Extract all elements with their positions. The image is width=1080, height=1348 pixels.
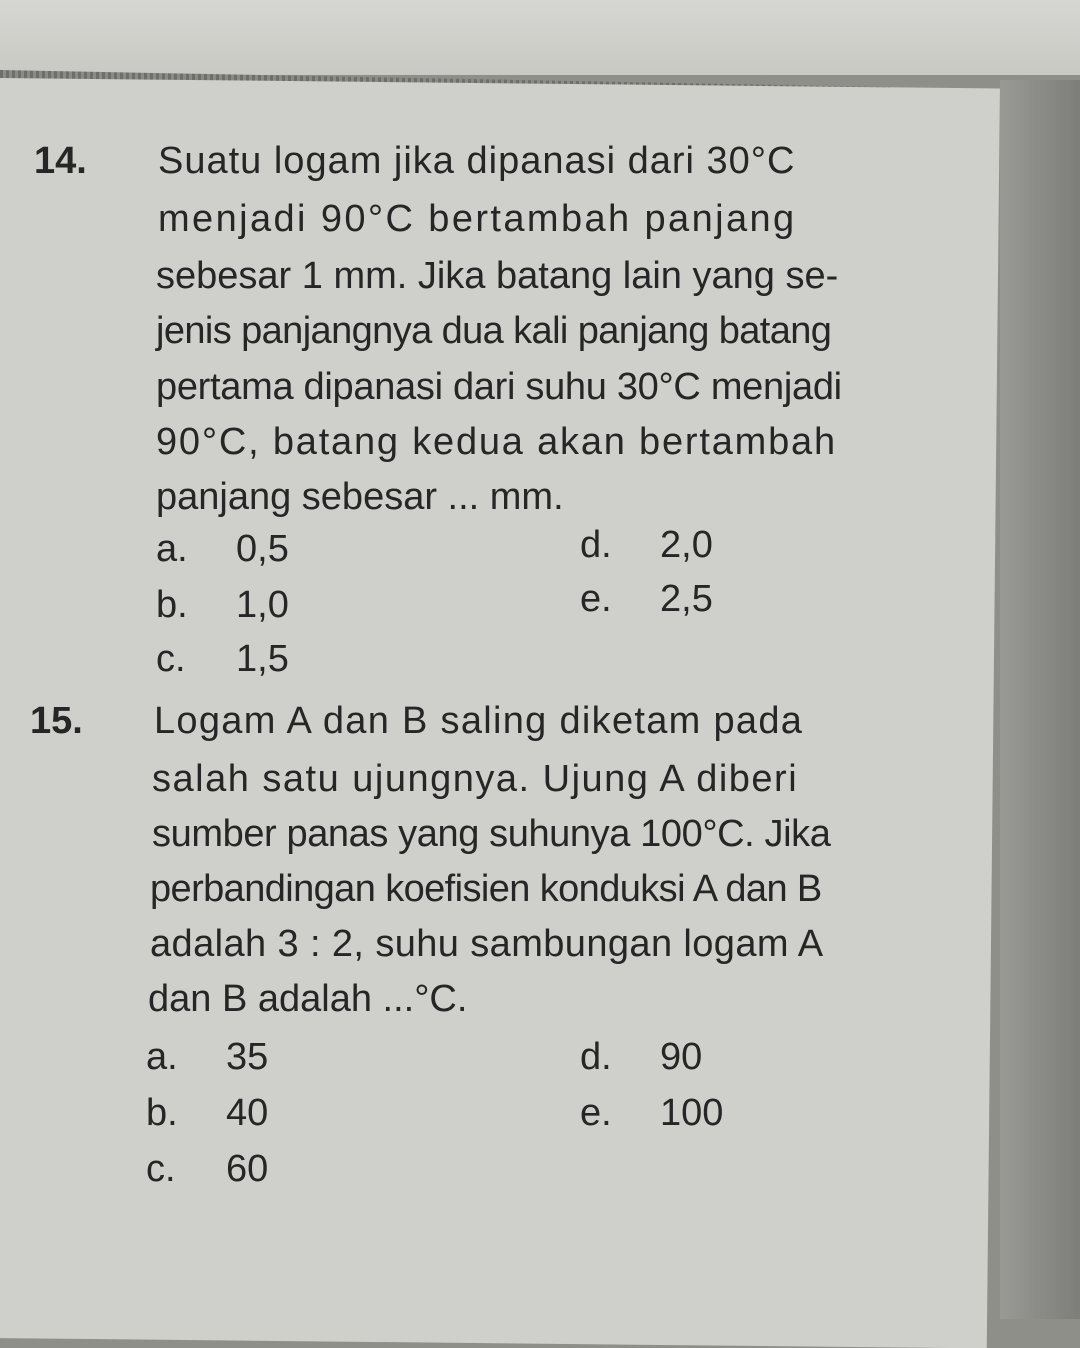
question-15-option-a: a. 35 [146,1036,269,1078]
question-15-option-e: e. 100 [580,1092,724,1134]
question-14-option-c: c. 1,5 [156,638,289,680]
question-15-line-6: dan B adalah ...°C. [148,978,468,1020]
question-14-option-b: b. 1,0 [156,584,289,626]
question-14-number: 14. [34,140,87,182]
question-14-line-4: jenis panjangnya dua kali panjang batang [156,310,832,352]
question-15-option-b: b. 40 [146,1092,269,1134]
question-15-line-3: sumber panas yang suhunya 100°C. Jika [152,813,831,855]
question-14-line-6: 90°C, batang kedua akan bertambah [156,421,837,463]
question-15-line-1: Logam A dan B saling diketam pada [154,700,804,742]
question-15-option-c: c. 60 [146,1148,269,1190]
question-15-line-5: adalah 3 : 2, suhu sambungan logam A [150,923,824,965]
question-15-line-2: salah satu ujungnya. Ujung A diberi [152,758,799,800]
question-14-option-e: e. 2,5 [580,578,713,620]
question-14-line-3: sebesar 1 mm. Jika batang lain yang se- [156,255,839,297]
question-14-line-7: panjang sebesar ... mm. [156,476,564,518]
question-14-option-d: d. 2,0 [580,524,713,566]
question-15-number: 15. [30,700,83,742]
question-14-option-a: a. 0,5 [156,528,289,570]
question-14-line-1: Suatu logam jika dipanasi dari 30°C [158,140,796,182]
question-14-line-2: menjadi 90°C bertambah panjang [158,198,797,240]
question-14-line-5: pertama dipanasi dari suhu 30°C menjadi [156,366,842,408]
question-15-line-4: perbandingan koefisien konduksi A dan B [150,868,822,910]
question-15-option-d: d. 90 [580,1036,703,1078]
